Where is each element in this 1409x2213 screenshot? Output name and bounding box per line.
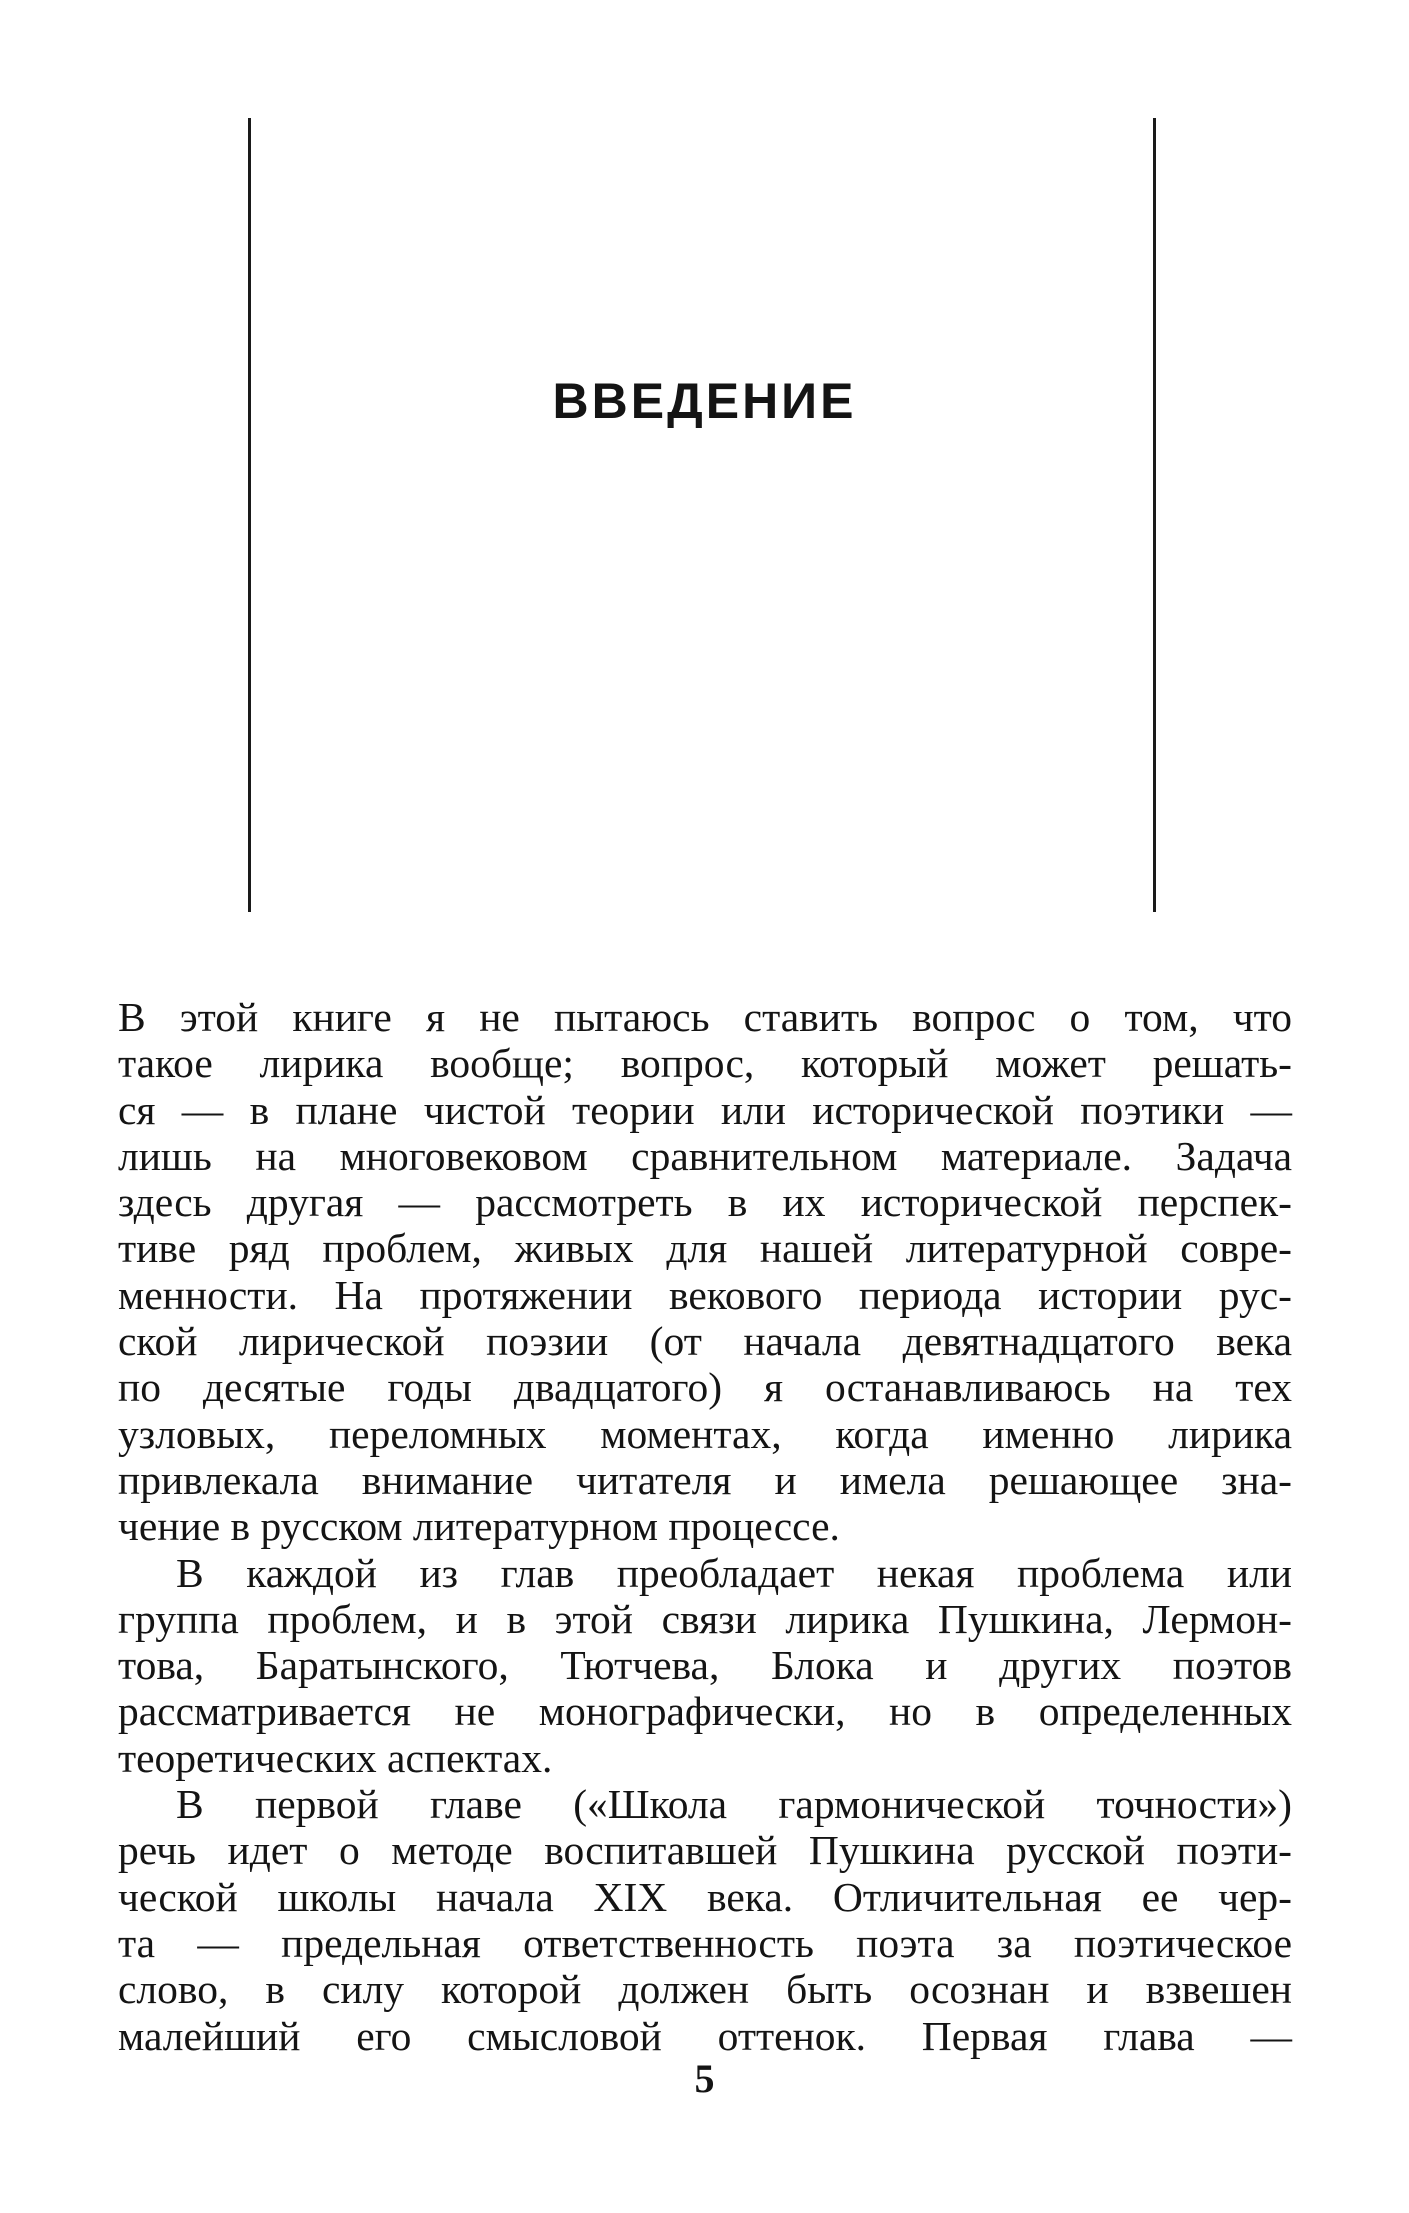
text-line: ской лирической поэзии (от начала девятнадцатого века [118,1318,1292,1365]
body-text [118,994,1292,2059]
text-line: теоретических аспектах. [118,1734,553,1781]
text-line: привлекала внимание читателя и имела решающее зна- [118,1456,1292,1503]
text-line: речь идет о методе воспитавшей Пушкина русской поэти- [118,1827,1292,1874]
text-line: В каждой из глав преобладает некая проблема или [176,1549,1292,1596]
text-line: чение в русском литературном процессе. [118,1503,840,1550]
text-line: това, Баратынского, Тютчева, Блока и других поэтов [118,1642,1292,1689]
chapter-title: ВВЕДЕНИЕ [552,373,857,429]
text-line: здесь другая — рассмотреть в их исторической перспек- [118,1179,1292,1226]
text-line: ческой школы начала XIX века. Отличительная ее чер- [118,1873,1292,1920]
paragraph-3 [118,1781,1292,2059]
text-line: слово, в силу которой должен быть осознан и взвешен [118,1966,1292,2013]
text-line: по десятые годы двадцатого) я останавливаюсь на тех [118,1364,1292,1411]
text-line: менности. На протяжении векового периода истории рус- [118,1271,1292,1318]
text-line: малейший его смысловой оттенок. Первая глава — [118,2012,1292,2059]
text-line: рассматривается не монографически, но в определенных [118,1688,1292,1735]
page-number: 5 [694,2056,715,2101]
text-line: группа проблем, и в этой связи лирика Пушкина, Лермон- [118,1595,1292,1642]
text-line: В этой книге я не пытаюсь ставить вопрос о том, что [118,994,1292,1040]
text-line: та — предельная ответственность поэта за поэтическое [118,1919,1292,1966]
paragraph-2 [118,1550,1292,1781]
text-line: ся — в плане чистой теории или исторической поэтики — [118,1086,1292,1133]
chapter-frame-right-rule [1153,118,1156,912]
chapter-frame-left-rule [248,118,251,912]
text-line: В первой главе («Школа гармонической точности») [176,1781,1292,1828]
text-line: такое лирика вообще; вопрос, который может решать- [118,1040,1292,1087]
text-line: лишь на многовековом сравнительном материале. Задача [118,1132,1292,1179]
text-line: узловых, переломных моментах, когда именно лирика [118,1410,1292,1457]
text-line: тиве ряд проблем, живых для нашей литературной совре- [118,1225,1292,1272]
paragraph-1 [118,994,1292,1550]
